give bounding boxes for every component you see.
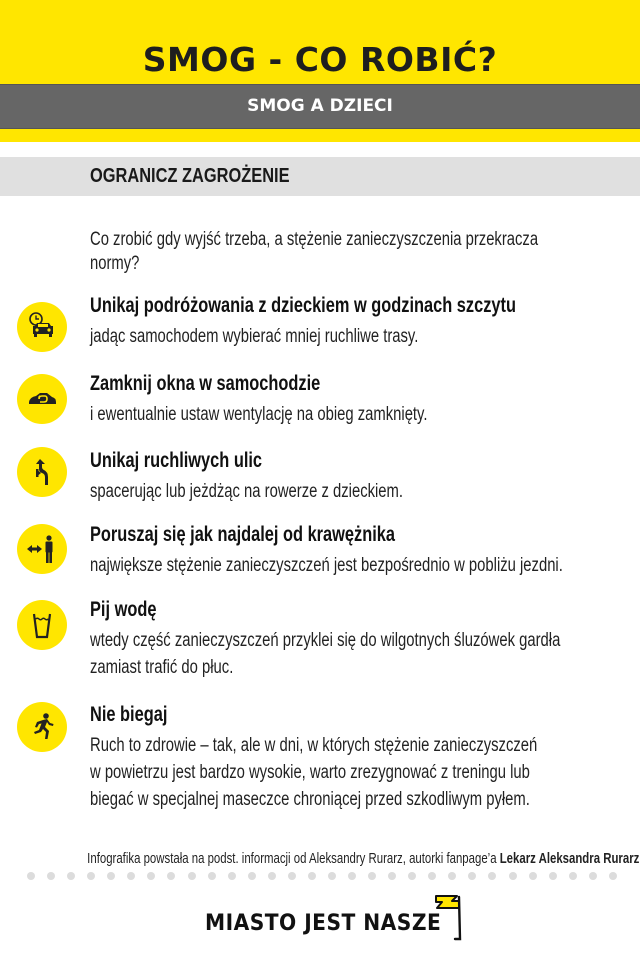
fanpage-link[interactable]: Lekarz Aleksandra Rurarz bbox=[499, 850, 640, 867]
divider-dot bbox=[127, 872, 135, 880]
tip-title: Pij wodę bbox=[90, 598, 157, 621]
credit-prefix: Infografika powstała na podst. informacji od Aleksandry Rurarz, autorki fanpage’a bbox=[87, 850, 500, 867]
divider-dot bbox=[288, 872, 296, 880]
divider-dot bbox=[87, 872, 95, 880]
tip-description-line: zamiast trafić do płuc. bbox=[90, 657, 234, 678]
divider-dot bbox=[188, 872, 196, 880]
tip-description bbox=[90, 732, 537, 813]
intro-text bbox=[90, 228, 538, 276]
divider-dot bbox=[468, 872, 476, 880]
clock-car-icon bbox=[17, 302, 67, 352]
logo-text: MIASTO JEST NASZE bbox=[205, 911, 442, 936]
divider-dot bbox=[509, 872, 517, 880]
car-recirculation-icon bbox=[17, 374, 67, 424]
tip-description-line: Ruch to zdrowie – tak, ale w dni, w których stężenie zanieczyszczeń bbox=[90, 735, 538, 756]
divider-dot bbox=[569, 872, 577, 880]
divider-dot bbox=[248, 872, 256, 880]
logo bbox=[205, 893, 465, 943]
divider-dot bbox=[47, 872, 55, 880]
divider-dot bbox=[589, 872, 597, 880]
tip-description bbox=[90, 323, 418, 350]
tip-description-line: jadąc samochodem wybierać mniej ruchliwe trasy. bbox=[90, 326, 419, 347]
divider-dot bbox=[147, 872, 155, 880]
divider-dot bbox=[328, 872, 336, 880]
divider-dot bbox=[488, 872, 496, 880]
tip-description-line: wtedy część zanieczyszczeń przyklei się do wilgotnych śluzówek gardła bbox=[90, 630, 561, 651]
tip-title: Unikaj ruchliwych ulic bbox=[90, 449, 263, 472]
intro-line: Co zrobić gdy wyjść trzeba, a stężenie zanieczyszczenia przekracza bbox=[90, 229, 539, 250]
detour-road-icon bbox=[17, 447, 67, 497]
divider-dot bbox=[549, 872, 557, 880]
running-person-icon bbox=[17, 702, 67, 752]
subtitle-band bbox=[0, 84, 640, 129]
page-subtitle: SMOG A DZIECI bbox=[247, 96, 393, 116]
divider-dot bbox=[388, 872, 396, 880]
divider-dot bbox=[448, 872, 456, 880]
section-header bbox=[0, 157, 640, 196]
divider-dot bbox=[107, 872, 115, 880]
divider-dot bbox=[408, 872, 416, 880]
divider-dot bbox=[428, 872, 436, 880]
credit-note bbox=[0, 850, 640, 868]
tip-description-line: największe stężenie zanieczyszczeń jest bezpośrednio w pobliżu jezdni. bbox=[90, 555, 563, 576]
tip-title: Poruszaj się jak najdalej od krawężnika bbox=[90, 523, 395, 546]
tip-description bbox=[90, 552, 563, 579]
divider-dot bbox=[368, 872, 376, 880]
tip-title: Unikaj podróżowania z dzieckiem w godzinach szczytu bbox=[90, 294, 516, 317]
tip-description-line: spacerując lub jeżdżąc na rowerze z dzieckiem. bbox=[90, 481, 404, 502]
tip-description bbox=[90, 401, 427, 428]
tip-description bbox=[90, 478, 403, 505]
divider-dot bbox=[228, 872, 236, 880]
person-distance-icon bbox=[17, 524, 67, 574]
divider-dot bbox=[268, 872, 276, 880]
credit-text bbox=[87, 850, 639, 867]
divider-dot bbox=[308, 872, 316, 880]
tip-title: Nie biegaj bbox=[90, 703, 168, 726]
page-title: SMOG - CO ROBIĆ? bbox=[142, 40, 498, 79]
divider-dot bbox=[67, 872, 75, 880]
divider-dot bbox=[208, 872, 216, 880]
flag-icon bbox=[431, 893, 465, 941]
tip-description-line: biegać w specjalnej maseczce chroniącej przed szkodliwym pyłem. bbox=[90, 789, 530, 810]
divider-dot bbox=[348, 872, 356, 880]
divider-dot bbox=[609, 872, 617, 880]
divider-dot bbox=[529, 872, 537, 880]
section-title: OGRANICZ ZAGROŻENIE bbox=[90, 165, 290, 187]
divider-dot bbox=[167, 872, 175, 880]
tip-title: Zamknij okna w samochodzie bbox=[90, 372, 321, 395]
divider-dot bbox=[27, 872, 35, 880]
tip-description-line: i ewentualnie ustaw wentylację na obieg zamknięty. bbox=[90, 404, 428, 425]
intro-line: normy? bbox=[90, 253, 140, 274]
glass-water-icon bbox=[17, 600, 67, 650]
tip-description-line: w powietrzu jest bardzo wysokie, warto zrezygnować z treningu lub bbox=[90, 762, 530, 783]
dotted-divider bbox=[27, 872, 617, 882]
tip-description bbox=[90, 627, 560, 681]
